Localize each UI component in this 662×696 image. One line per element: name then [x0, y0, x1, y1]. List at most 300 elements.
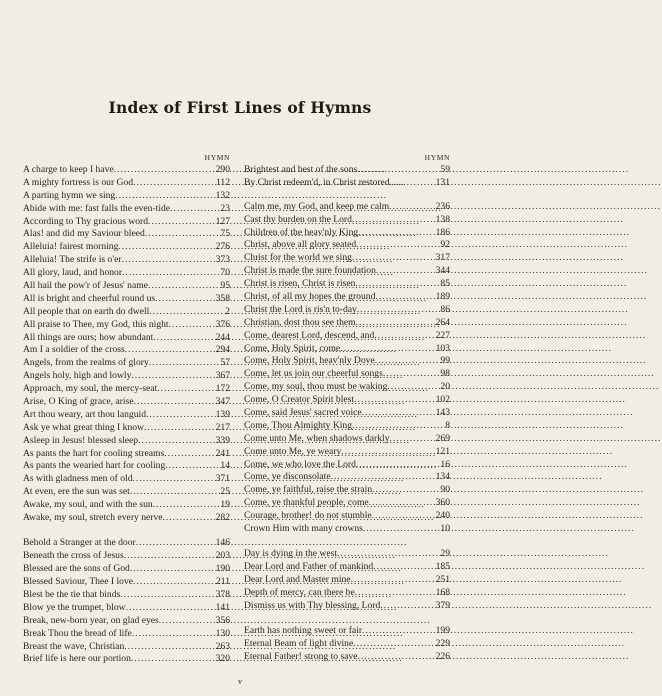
first-line-text: Ask ye what great thing I know [23, 421, 144, 433]
dot-leader [169, 319, 212, 332]
index-entry [244, 446, 450, 459]
dot-leader [153, 332, 212, 345]
first-line-text: At even, ere the sun was set [23, 486, 130, 498]
first-line-text: Angels, from the realms of glory [23, 357, 149, 369]
first-line-text: Alleluia! The strife is o'er [23, 254, 122, 266]
first-line-text: Behold a Stranger at the door [23, 537, 136, 549]
hymn-number: 189 [435, 291, 450, 303]
index-entry [23, 641, 230, 654]
first-line-text: Day is dying in the west [244, 548, 337, 560]
index-entry [244, 291, 450, 304]
dot-leader [376, 265, 432, 278]
index-entry [244, 227, 450, 240]
first-line-text: Come, we who love the Lord [244, 458, 356, 470]
first-line-text: All hail the pow'r of Jesus' name [23, 280, 148, 292]
index-entry [23, 422, 230, 435]
hymn-number: 367 [215, 370, 230, 382]
first-line-text: Alas! and did my Saviour bleed [23, 228, 145, 240]
hymn-number: 371 [215, 473, 230, 485]
first-line-text: Come, Holy Spirit, come [244, 342, 341, 354]
first-line-text: By Christ redeem'd, in Christ restored [244, 176, 390, 188]
dot-leader [148, 280, 212, 293]
hymn-number: 2 [225, 305, 230, 317]
index-entry [244, 433, 450, 446]
dot-leader [331, 471, 432, 484]
dot-leader [383, 368, 432, 381]
first-line-text: Come, my soul, thou must be waking [244, 381, 388, 393]
index-entry [244, 561, 450, 574]
first-line-text: Christ is made the sure foundation [244, 265, 376, 277]
first-line-text: A parting hymn we sing [23, 189, 116, 201]
first-line-text: Am I a soldier of the cross [23, 344, 125, 356]
first-line-text: Abide with me: fast falls the even-tide [23, 202, 171, 214]
index-entry [23, 563, 230, 576]
hymn-number: 317 [435, 252, 450, 264]
dot-leader [387, 381, 432, 394]
first-line-text: All glory, laud, and honor [23, 267, 123, 279]
first-line-text: Come, dearest Lord, descend, and [244, 329, 375, 341]
index-entry [244, 177, 450, 190]
hymn-number: 339 [215, 434, 230, 446]
first-line-text: Blessed are the sons of God [23, 563, 130, 575]
dot-leader [372, 510, 432, 523]
dot-leader [373, 561, 432, 574]
index-entry [23, 473, 230, 486]
dot-leader [124, 550, 212, 563]
first-line-text: Children of the heav'nly King [244, 226, 359, 238]
index-entry [23, 396, 230, 409]
dot-leader [132, 628, 212, 641]
hymn-number: 217 [215, 421, 230, 433]
dot-leader [352, 214, 432, 227]
dot-leader [125, 344, 212, 357]
index-entry [244, 574, 450, 587]
hymn-number: 146 [215, 537, 230, 549]
hymn-number: 320 [215, 653, 230, 665]
dot-leader [380, 600, 432, 613]
first-line-text: Come unto Me, when shadows darkly [244, 432, 390, 444]
dot-leader [146, 409, 212, 422]
index-entry [244, 548, 450, 561]
dot-leader [337, 548, 432, 561]
index-entry [23, 332, 230, 345]
first-line-text: Christ is risen, Christ is risen [244, 278, 356, 290]
hymn-number: 98 [440, 368, 450, 380]
first-line-text: Awake, my soul, stretch every nerve [23, 512, 163, 524]
index-entry [23, 499, 230, 512]
dot-leader [362, 407, 432, 420]
index-entry [23, 448, 230, 461]
index-entry [244, 201, 450, 214]
first-line-text: All people that on earth do dwell [23, 305, 150, 317]
dot-leader [170, 203, 212, 216]
hymn-number: 102 [435, 394, 450, 406]
index-entry [244, 420, 450, 433]
hymn-number: 138 [435, 213, 450, 225]
dot-leader [358, 227, 432, 240]
index-entry [244, 265, 450, 278]
hymn-number: 20 [440, 381, 450, 393]
first-line-text: All praise to Thee, my God, this night [23, 318, 169, 330]
hymn-number: 70 [220, 267, 230, 279]
first-line-text: Breast the wave, Christian [23, 640, 125, 652]
first-line-text: Arise, O King of grace, arise [23, 396, 134, 408]
index-entry [23, 409, 230, 422]
hymn-number: 199 [435, 625, 450, 637]
index-entry [23, 550, 230, 563]
hymn-number: 227 [435, 329, 450, 341]
hymn-number: 103 [435, 342, 450, 354]
index-entry [244, 214, 450, 227]
dot-leader [136, 537, 212, 550]
hymn-number: 356 [215, 614, 230, 626]
hymn-number: 203 [215, 550, 230, 562]
hymn-number: 229 [435, 638, 450, 650]
index-entry [244, 523, 450, 536]
hymn-number: 376 [215, 318, 230, 330]
index-entry [23, 344, 230, 357]
dot-leader [131, 653, 212, 666]
first-line-text: Blow ye the trumpet, blow [23, 601, 126, 613]
first-line-text: Angels holy, high and lowly [23, 370, 132, 382]
hymn-number: 241 [215, 447, 230, 459]
index-entry [244, 330, 450, 343]
first-line-text: Blest be the tie that binds [23, 589, 121, 600]
index-entry [23, 589, 230, 602]
dot-leader [155, 293, 212, 306]
hymn-number: 86 [440, 303, 450, 315]
dot-leader [354, 394, 432, 407]
index-entry [244, 394, 450, 407]
first-line-text: Awake, my soul, and with the sun [23, 499, 153, 511]
hymn-number: 276 [215, 241, 230, 253]
dot-leader [153, 499, 212, 512]
first-line-text: Christ for the world we sing [244, 252, 352, 264]
dot-leader [372, 484, 432, 497]
hymn-number: 130 [215, 627, 230, 639]
hymn-number: 264 [435, 316, 450, 328]
index-entry [23, 177, 230, 190]
first-line-text: Beneath the cross of Jesus [23, 550, 124, 562]
index-entry [244, 252, 450, 265]
hymn-number: 186 [435, 226, 450, 238]
dot-leader [352, 420, 432, 433]
first-line-text: Blessed Saviour, Thee I love [23, 576, 134, 588]
first-line-text: All is bright and cheerful round us [23, 292, 156, 304]
dot-leader [124, 641, 212, 654]
hymn-column-header: HYMN [424, 153, 450, 162]
hymn-number: 263 [215, 640, 230, 652]
right-column [244, 152, 450, 664]
hymn-number: 172 [215, 383, 230, 395]
dot-leader [375, 355, 432, 368]
first-line-text: Come, let us join our cheerful songs [244, 368, 383, 380]
dot-leader [351, 574, 432, 587]
first-line-text: As with gladness men of old [23, 473, 133, 485]
first-line-text: Brief life is here our portion [23, 653, 131, 665]
dot-leader [163, 512, 212, 525]
first-line-text: Crown Him with many crowns [244, 523, 363, 535]
first-line-text: Courage, brother! do not stumble [244, 510, 372, 522]
index-entry [23, 460, 230, 473]
index-entry [23, 486, 230, 499]
hymn-number: 185 [435, 561, 450, 573]
dot-leader [148, 216, 212, 229]
dot-leader [159, 615, 212, 628]
hymn-number: 10 [440, 523, 450, 535]
dot-leader [389, 201, 432, 214]
group-spacer [244, 190, 450, 201]
dot-leader [363, 523, 432, 536]
index-entry [23, 653, 230, 666]
first-line-text: A charge to keep I have [23, 164, 114, 175]
hymn-number: 127 [215, 215, 230, 227]
hymn-number: 99 [440, 355, 450, 367]
hymn-number: 236 [435, 200, 450, 212]
index-entry [23, 576, 230, 589]
first-line-text: According to Thy gracious word [23, 215, 149, 227]
index-entry [244, 239, 450, 252]
index-entry [244, 343, 450, 356]
hymn-number: 168 [435, 587, 450, 599]
hymn-number: 23 [220, 202, 230, 214]
right-hymn-list [244, 164, 450, 664]
hymn-number: 358 [215, 292, 230, 304]
index-entry [23, 241, 230, 254]
first-line-text: Cast thy burden on the Lord [244, 213, 352, 225]
dot-leader [353, 638, 432, 651]
left-column [23, 152, 230, 666]
hymn-number: 282 [215, 512, 230, 524]
dot-leader [358, 651, 433, 664]
index-entry [23, 267, 230, 280]
hymn-number: 14 [220, 460, 230, 472]
dot-leader [149, 306, 212, 319]
dot-leader [390, 177, 432, 190]
hymn-number: 244 [215, 331, 230, 343]
first-line-text: Christ the Lord is ris'n to-day [244, 303, 357, 315]
hymn-number: 294 [215, 344, 230, 356]
index-entry [244, 638, 450, 651]
index-entry [23, 602, 230, 615]
index-entry [23, 512, 230, 525]
hymn-number: 344 [435, 265, 450, 277]
dot-leader [149, 357, 212, 370]
hymn-number: 373 [215, 254, 230, 266]
group-spacer [244, 613, 450, 626]
dot-leader [164, 448, 212, 461]
hymn-number: 360 [435, 497, 450, 509]
first-line-text: Break, new-born year, on glad eyes [23, 614, 159, 626]
hymn-number: 190 [215, 563, 230, 575]
first-line-text: As pants the wearied hart for cooling [23, 460, 166, 472]
hymn-number: 141 [215, 601, 230, 613]
dot-leader [157, 383, 212, 396]
dot-leader [126, 602, 212, 615]
dot-leader [133, 576, 212, 589]
first-line-text: Come unto Me, ye weary [244, 445, 342, 457]
hymn-number: 29 [440, 548, 450, 560]
dot-leader [357, 164, 432, 177]
dot-leader [130, 563, 212, 576]
hymn-number: 226 [435, 651, 450, 663]
dot-leader [341, 446, 432, 459]
index-entry [23, 306, 230, 319]
index-entry [23, 254, 230, 267]
group-spacer [23, 525, 230, 538]
index-entry [23, 628, 230, 641]
dot-leader [369, 497, 432, 510]
dot-leader [144, 422, 212, 435]
first-line-text: As pants the hart for cooling streams [23, 447, 165, 459]
index-entry [23, 435, 230, 448]
hymn-number: 251 [435, 574, 450, 586]
index-entry [23, 615, 230, 628]
dot-leader [356, 317, 432, 330]
hymn-number: 139 [215, 408, 230, 420]
first-line-text: A mighty fortress is our God [23, 176, 134, 188]
hymn-number: 57 [220, 357, 230, 369]
index-entry [23, 357, 230, 370]
index-entry [244, 355, 450, 368]
index-entry [244, 587, 450, 600]
hymn-number: 379 [435, 600, 450, 611]
first-line-text: Dear Lord and Master mine [244, 574, 351, 586]
dot-leader [165, 460, 212, 473]
hymn-number: 134 [435, 471, 450, 483]
dot-leader [375, 291, 432, 304]
index-entry [244, 484, 450, 497]
first-line-text: Earth has nothing sweet or fair [244, 625, 363, 637]
first-line-text: Depth of mercy, can there be [244, 587, 355, 599]
hymn-number: 131 [435, 176, 450, 188]
dot-leader [118, 241, 212, 254]
index-entry [244, 317, 450, 330]
hymn-number: 8 [445, 419, 450, 431]
dot-leader [352, 252, 432, 265]
dot-leader [131, 370, 212, 383]
dot-leader [356, 459, 432, 472]
hymn-number: 347 [215, 396, 230, 408]
dot-leader [120, 589, 212, 602]
first-line-text: Brightest and best of the sons [244, 164, 358, 175]
first-line-text: Come, Holy Spirit, heav'nly Dove [244, 355, 375, 367]
first-line-text: All things are ours; how abundant [23, 331, 154, 343]
hymn-number: 269 [435, 432, 450, 444]
index-entry [23, 203, 230, 216]
first-line-text: Calm me, my God, and keep me calm [244, 200, 390, 212]
hymn-number: 95 [220, 280, 230, 292]
dot-leader [134, 396, 212, 409]
index-entry [244, 368, 450, 381]
hymn-number: 240 [435, 510, 450, 522]
index-entry [244, 164, 450, 177]
first-line-text: Break Thou the bread of life [23, 627, 132, 639]
index-entry [244, 304, 450, 317]
index-entry [23, 280, 230, 293]
index-entry [23, 190, 230, 203]
index-entry [23, 383, 230, 396]
hymn-number: 143 [435, 407, 450, 419]
hymn-number: 90 [440, 484, 450, 496]
hymn-number: 290 [215, 164, 230, 175]
first-line-text: Christ, of all my hopes the ground [244, 291, 376, 303]
hymn-number: 75 [220, 228, 230, 240]
dot-leader [362, 625, 432, 638]
first-line-text: Dear Lord and Father of mankind [244, 561, 374, 573]
first-line-text: Christian, dost thou see them [244, 316, 356, 328]
dot-leader [122, 254, 212, 267]
hymn-number: 25 [220, 486, 230, 498]
hymn-number: 85 [440, 278, 450, 290]
hymn-column-header: HYMN [204, 153, 230, 162]
index-entry [244, 497, 450, 510]
hymn-number: 132 [215, 189, 230, 201]
index-entry [244, 510, 450, 523]
first-line-text: Asleep in Jesus! blessed sleep [23, 434, 139, 446]
first-line-text: Alleluia! fairest morning [23, 241, 119, 253]
page-title: Index of First Lines of Hymns [108, 98, 372, 117]
dot-leader [115, 190, 212, 203]
first-line-text: Approach, my soul, the mercy-seat [23, 383, 158, 395]
dot-leader [340, 343, 432, 356]
index-entry [244, 600, 450, 613]
dot-leader [114, 164, 212, 177]
group-spacer [244, 536, 450, 549]
first-line-text: Eternal Beam of light divine [244, 638, 354, 650]
first-line-text: Dismiss us with Thy blessing, Lord [244, 600, 381, 611]
index-entry [244, 407, 450, 420]
first-line-text: Come, Thou Almighty King [244, 419, 353, 431]
hymn-number: 121 [435, 445, 450, 457]
first-line-text: Christ, above all glory seated [244, 239, 357, 251]
dot-leader [356, 239, 432, 252]
first-line-text: Eternal Father! strong to save [244, 651, 358, 663]
index-entry [23, 319, 230, 332]
index-entry [23, 293, 230, 306]
first-line-text: Come, ye thankful people, come [244, 497, 369, 509]
index-entry [23, 370, 230, 383]
page-number: v [238, 677, 242, 686]
dot-leader [355, 587, 432, 600]
index-entry [244, 381, 450, 394]
dot-leader [130, 486, 212, 499]
dot-leader [374, 330, 432, 343]
dot-leader [138, 435, 212, 448]
first-line-text: Come, ye faithful, raise the strain [244, 484, 373, 496]
index-entry [244, 651, 450, 664]
dot-leader [355, 278, 432, 291]
first-line-text: Come, said Jesus' sacred voice [244, 407, 362, 419]
hymn-number: 112 [215, 176, 230, 188]
dot-leader [122, 267, 212, 280]
first-line-text: Come, O Creator Spirit blest [244, 394, 355, 406]
first-line-text: Art thou weary, art thou languid [23, 408, 146, 420]
index-entry [23, 164, 230, 177]
index-entry [23, 537, 230, 550]
hymn-number: 378 [215, 589, 230, 600]
index-entry [244, 459, 450, 472]
hymn-number: 92 [440, 239, 450, 251]
hymn-number: 59 [440, 164, 450, 175]
first-line-text: Come, ye disconsolate [244, 471, 331, 483]
hymn-number: 19 [220, 499, 230, 511]
dot-leader [357, 304, 432, 317]
dot-leader [390, 433, 433, 446]
hymn-number: 16 [440, 458, 450, 470]
dot-leader [133, 177, 212, 190]
index-entry [244, 625, 450, 638]
